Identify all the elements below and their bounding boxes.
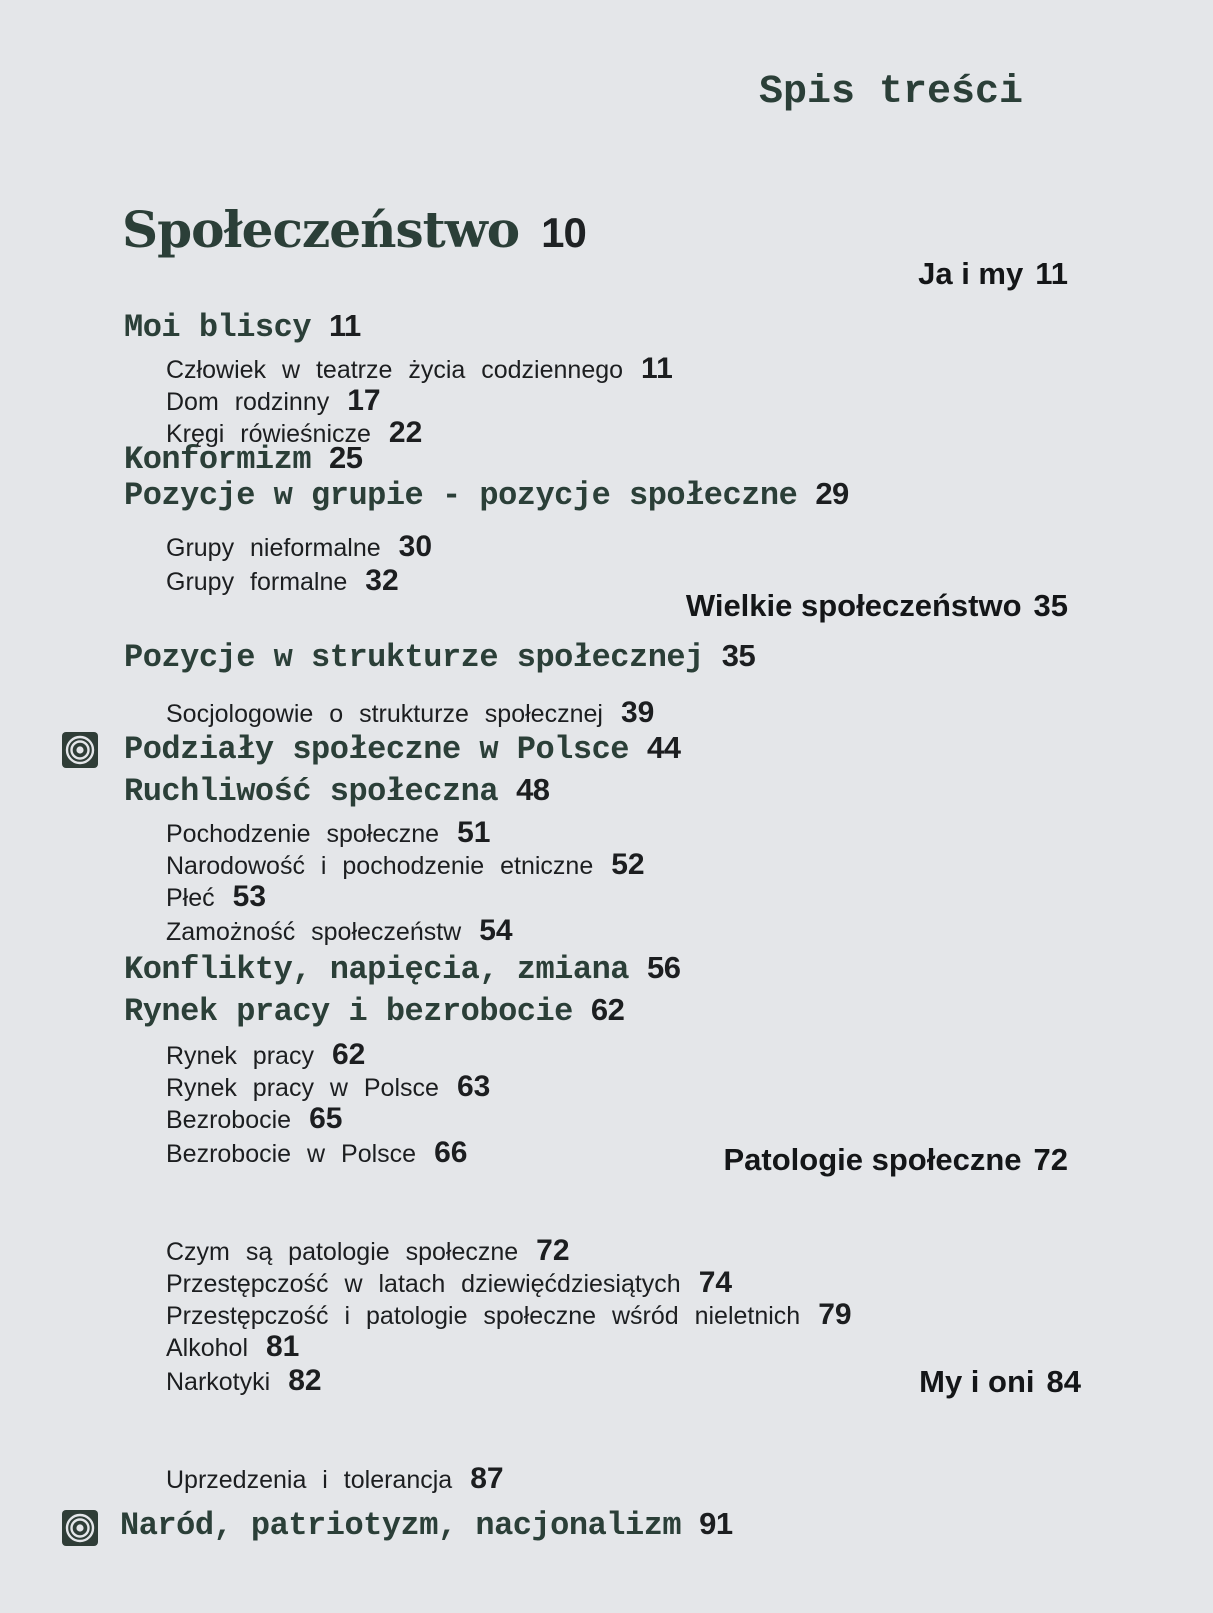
subsection-page-number: 82 (288, 1364, 322, 1397)
subsection-page-number: 62 (331, 1038, 366, 1071)
subsection-page-number: 39 (620, 696, 655, 729)
section-page-number: 84 (1046, 1364, 1081, 1399)
subsection-item[interactable] (166, 1364, 322, 1398)
subsection-page-number: 87 (470, 1462, 504, 1495)
subsection-item[interactable] (166, 564, 399, 598)
chapter-page-number: 25 (329, 440, 363, 475)
subsection-item[interactable] (166, 848, 645, 882)
subsection-item[interactable] (166, 816, 490, 850)
subsection-title: Socjologowie o strukturze społecznej (166, 700, 603, 728)
subsection-title: Bezrobocie (166, 1106, 292, 1134)
subsection-page-number: 22 (388, 416, 423, 449)
chapter-page-number: 44 (646, 730, 681, 765)
section-title: Patologie społeczne (723, 1142, 1022, 1177)
subsection-page-number: 32 (365, 564, 399, 597)
subsection-item[interactable] (166, 1136, 467, 1170)
subsection-page-number: 65 (309, 1102, 343, 1135)
subsection-title: Dom rodzinny (166, 388, 330, 416)
chapter-rynek-pracy-i-bezrobocie[interactable] (124, 992, 624, 1030)
section-page-number: 11 (1035, 256, 1068, 291)
section-patologie-spoleczne[interactable] (724, 1142, 1069, 1178)
chapter-narod-patriotyzm[interactable] (120, 1506, 733, 1544)
subsection-item[interactable] (166, 416, 422, 450)
chapter-moi-bliscy[interactable] (124, 308, 361, 346)
concentric-circles-icon (62, 732, 98, 768)
chapter-page-number: 29 (815, 476, 849, 511)
subsection-page-number: 72 (536, 1234, 570, 1267)
chapter-podzialy-spoleczne[interactable] (124, 730, 680, 768)
subsection-item[interactable] (166, 1330, 299, 1364)
subsection-title: Człowiek w teatrze życia codziennego (166, 356, 624, 384)
subsection-item[interactable] (166, 1234, 570, 1268)
subsection-page-number: 66 (434, 1136, 468, 1169)
subsection-title: Grupy nieformalne (166, 534, 381, 562)
subsection-title: Przestępczość i patologie społeczne wśród nieletnich (166, 1302, 801, 1330)
subsection-title: Kręgi rówieśnicze (166, 420, 371, 448)
subsection-page-number: 63 (456, 1070, 491, 1103)
chapter-pozycje-w-strukturze[interactable] (124, 638, 755, 676)
chapter-title: Pozycje w grupie - pozycje społeczne (124, 477, 798, 514)
chapter-pozycje-w-grupie[interactable] (124, 476, 849, 514)
chapter-title: Podziały społeczne w Polsce (124, 731, 629, 768)
chapter-title: Konformizm (124, 441, 312, 478)
subsection-page-number: 54 (479, 914, 513, 947)
subsection-item[interactable] (166, 1462, 504, 1496)
chapter-page-number: 91 (699, 1506, 733, 1541)
subsection-title: Bezrobocie w Polsce (166, 1140, 417, 1168)
subsection-item[interactable] (166, 1266, 732, 1300)
subsection-page-number: 17 (347, 384, 381, 417)
chapter-page-number: 35 (721, 638, 756, 673)
chapter-title: Konflikty, napięcia, zmiana (124, 951, 629, 988)
part-page-number: 10 (541, 209, 586, 256)
subsection-title: Narodowość i pochodzenie etniczne (166, 852, 594, 880)
chapter-title: Moi bliscy (124, 309, 312, 346)
subsection-title: Przestępczość w latach dziewięćdziesiątych (166, 1270, 681, 1298)
section-my-i-oni[interactable] (919, 1364, 1081, 1400)
subsection-item[interactable] (166, 696, 654, 730)
section-title: Wielkie społeczeństwo (685, 588, 1022, 623)
chapter-title: Naród, patriotyzm, nacjonalizm (120, 1507, 682, 1544)
concentric-circles-icon (62, 1510, 98, 1546)
chapter-page-number: 48 (516, 772, 550, 807)
chapter-ruchliwosc-spoleczna[interactable] (124, 772, 550, 810)
subsection-item[interactable] (166, 1102, 342, 1136)
part-title-text: Społeczeństwo (122, 200, 520, 259)
subsection-page-number: 30 (398, 530, 433, 563)
subsection-item[interactable] (166, 1038, 365, 1072)
chapter-page-number: 56 (646, 950, 681, 985)
subsection-page-number: 74 (698, 1266, 733, 1299)
section-ja-i-my[interactable] (918, 256, 1068, 292)
page-header-title: Spis treści (758, 70, 1023, 115)
part-title (122, 200, 586, 259)
subsection-item[interactable] (166, 530, 432, 564)
subsection-title: Rynek pracy w Polsce (166, 1074, 439, 1102)
section-title: My i oni (919, 1364, 1035, 1399)
subsection-title: Czym są patologie społeczne (166, 1238, 519, 1266)
subsection-item[interactable] (166, 1298, 852, 1332)
chapter-title: Pozycje w strukturze społecznej (124, 639, 704, 676)
subsection-page-number: 11 (641, 352, 673, 385)
subsection-title: Pochodzenie społeczne (166, 820, 440, 848)
subsection-page-number: 52 (611, 848, 645, 881)
chapter-title: Ruchliwość społeczna (124, 773, 499, 810)
chapter-title: Rynek pracy i bezrobocie (124, 993, 573, 1030)
subsection-item[interactable] (166, 352, 673, 386)
chapter-page-number: 62 (590, 992, 625, 1027)
section-page-number: 35 (1033, 588, 1068, 623)
subsection-page-number: 79 (818, 1298, 852, 1331)
subsection-item[interactable] (166, 384, 381, 418)
subsection-item[interactable] (166, 880, 266, 914)
subsection-item[interactable] (166, 914, 513, 948)
subsection-item[interactable] (166, 1070, 490, 1104)
subsection-page-number: 53 (232, 880, 267, 913)
subsection-page-number: 81 (266, 1330, 300, 1363)
section-page-number: 72 (1033, 1142, 1068, 1177)
subsection-title: Rynek pracy (166, 1042, 314, 1070)
section-wielkie-spoleczenstwo[interactable] (686, 588, 1068, 624)
subsection-title: Grupy formalne (166, 568, 348, 596)
subsection-title: Uprzedzenia i tolerancja (166, 1466, 453, 1494)
chapter-page-number: 11 (329, 308, 361, 343)
chapter-konflikty[interactable] (124, 950, 680, 988)
subsection-title: Płeć (166, 884, 215, 912)
subsection-title: Narkotyki (166, 1368, 271, 1396)
subsection-title: Alkohol (166, 1334, 248, 1362)
subsection-page-number: 51 (457, 816, 491, 849)
subsection-title: Zamożność społeczeństw (166, 918, 462, 946)
section-title: Ja i my (918, 256, 1024, 291)
